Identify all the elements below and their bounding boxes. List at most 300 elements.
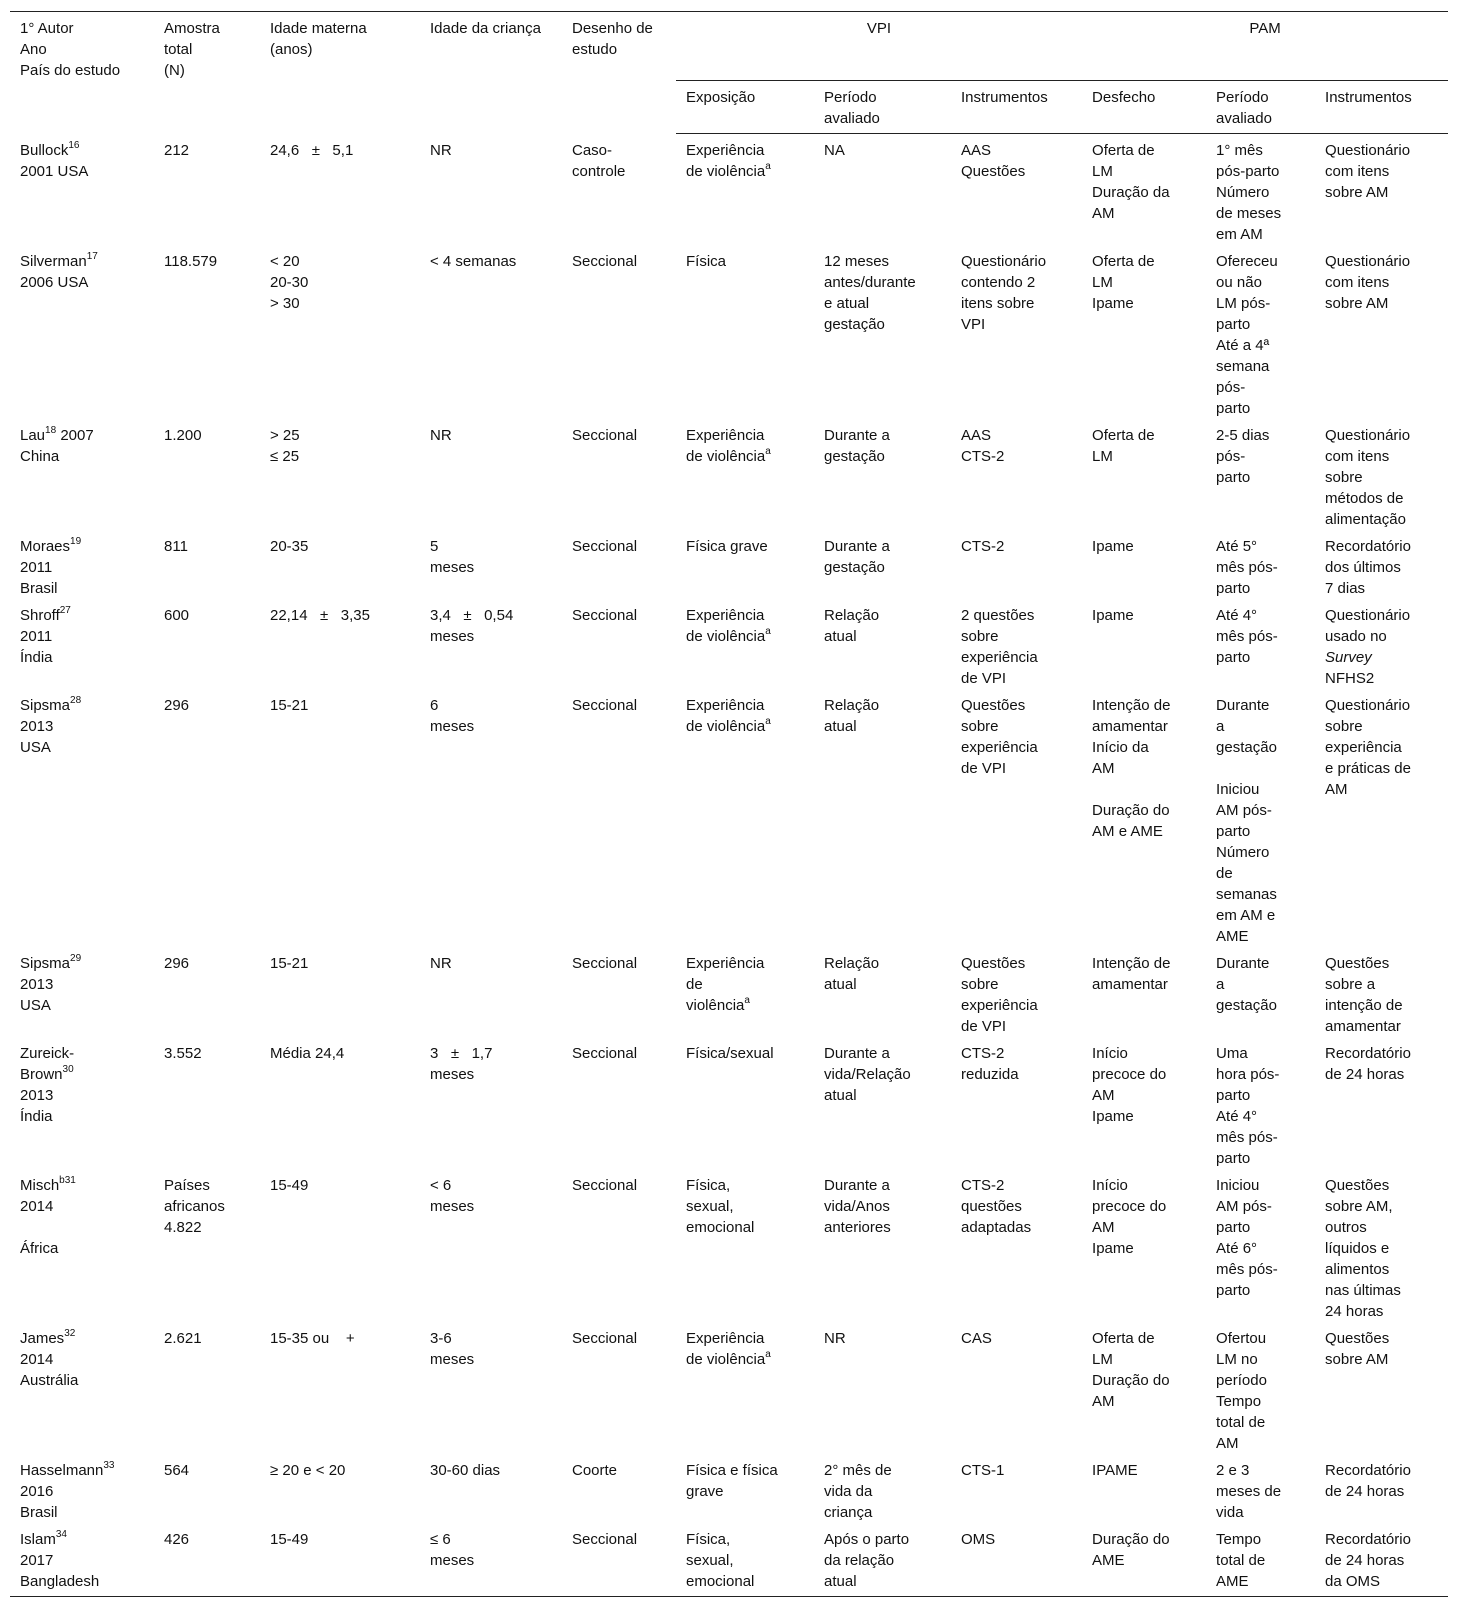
cell-line: 3,4 ± 0,54: [430, 607, 514, 624]
cell-sample: [154, 419, 260, 530]
cell-line: Bullock$^{16}$: [20, 139, 80, 159]
cell-vpi-period: [814, 1037, 951, 1169]
cell-vpi-instruments: [951, 530, 1082, 599]
header-sample: [154, 12, 260, 134]
header-author: [10, 12, 154, 134]
cell-line: CTS-2: [961, 1045, 1005, 1062]
header-child-age: [420, 12, 562, 134]
header-vpi: VPI: [676, 12, 1082, 81]
cell-line: 212: [164, 141, 190, 159]
cell-line: ≥ 20 e < 20: [270, 1462, 346, 1479]
cell-vpi-instruments: [951, 1037, 1082, 1169]
cell-line: NR: [430, 955, 452, 972]
cell-line: Questões: [961, 955, 1026, 972]
cell-line: 811: [164, 538, 188, 555]
cell-line: > 30: [270, 295, 300, 312]
cell-line: Início: [1092, 1177, 1128, 1194]
cell-outcome: [1082, 1169, 1206, 1322]
cell-line: Ipame: [1092, 1108, 1134, 1125]
cell-outcome: [1082, 689, 1206, 947]
cell-design: [562, 1169, 676, 1322]
cell-line: AAS: [961, 427, 992, 444]
cell-line: sobre: [961, 976, 999, 993]
cell-line: Caso-: [572, 141, 613, 159]
cell-line: Questões: [1325, 955, 1390, 972]
cell-line: Física,: [686, 1177, 731, 1194]
cell-line: 296: [164, 697, 190, 714]
cell-line: Durante a: [824, 427, 890, 444]
cell-line: estudo: [572, 41, 618, 58]
cell-line: 2° mês de: [824, 1462, 892, 1479]
cell-line: pós-: [1216, 448, 1246, 465]
cell-pam-instruments: [1315, 947, 1448, 1037]
cell-line: Física: [686, 253, 727, 270]
cell-line: 2016: [20, 1483, 54, 1500]
cell-line: de 24 horas: [1325, 1552, 1405, 1569]
cell-line: parto: [1216, 1087, 1251, 1104]
cell-line: Zureick-: [20, 1045, 75, 1062]
cell-line: de violência$^a$: [686, 716, 771, 735]
cell-line: Questões: [961, 697, 1026, 714]
cell-line: Seccional: [572, 1330, 638, 1347]
cell-line: Idade da criança: [430, 20, 541, 37]
cell-line: a: [1216, 976, 1225, 993]
cell-author: [10, 530, 154, 599]
header-vpi-instruments: [951, 81, 1082, 134]
cell-line: AM pós-: [1216, 1198, 1272, 1215]
cell-maternal-age: [260, 689, 420, 947]
studies-table: [10, 11, 1448, 1597]
cell-line: LM: [1092, 1351, 1113, 1368]
cell-line: LM no: [1216, 1351, 1258, 1368]
cell-line: de violência$^a$: [686, 446, 771, 465]
cell-line: avaliado: [1216, 110, 1272, 127]
cell-outcome: [1082, 1037, 1206, 1169]
cell-exposure: [676, 1037, 814, 1169]
line-gap: [1216, 758, 1305, 779]
cell-line: AM: [1092, 205, 1115, 222]
cell-pam-period: [1206, 1037, 1315, 1169]
cell-child-age: [420, 419, 562, 530]
cell-line: emocional: [686, 1573, 755, 1590]
cell-line: Moraes$^{19}$: [20, 536, 82, 555]
cell-child-age: [420, 1037, 562, 1169]
cell-line: AM: [1216, 1435, 1239, 1452]
cell-line: 2013: [20, 1087, 54, 1104]
footnote-marker: 17: [86, 251, 98, 262]
cell-line: 30-60 dias: [430, 1462, 501, 1479]
cell-line: Duração do: [1092, 1372, 1170, 1389]
cell-vpi-instruments: [951, 1322, 1082, 1454]
cell-line: Oferta de: [1092, 1330, 1155, 1347]
cell-line: Física/sexual: [686, 1045, 774, 1062]
cell-design: [562, 599, 676, 689]
cell-design: [562, 530, 676, 599]
cell-maternal-age: [260, 599, 420, 689]
cell-line: AM: [1092, 760, 1115, 777]
cell-pam-period: [1206, 1454, 1315, 1523]
cell-exposure: [676, 1322, 814, 1454]
cell-line: sobre AM: [1325, 295, 1389, 312]
cell-line: atual: [824, 976, 857, 993]
cell-line: Ano: [20, 41, 47, 58]
cell-line: vida/Anos: [824, 1198, 890, 1215]
cell-sample: [154, 1169, 260, 1322]
cell-maternal-age: [260, 1322, 420, 1454]
cell-line: dos últimos: [1325, 559, 1401, 576]
cell-pam-instruments: [1315, 419, 1448, 530]
cell-sample: [154, 1322, 260, 1454]
cell-line: vida: [1216, 1504, 1244, 1521]
cell-line: Coorte: [572, 1462, 618, 1479]
cell-line: Questões: [961, 163, 1026, 180]
cell-line: USA: [20, 739, 51, 756]
cell-line: avaliado: [824, 110, 880, 127]
cell-pam-period: [1206, 530, 1315, 599]
cell-vpi-period: [814, 530, 951, 599]
cell-line: 118.579: [164, 253, 218, 270]
line-gap: [20, 1217, 144, 1238]
cell-line: parto: [1216, 823, 1251, 840]
cell-line: AM e AME: [1092, 823, 1163, 840]
cell-line: amamentar: [1325, 1018, 1401, 1035]
footnote-marker: 28: [70, 695, 82, 706]
cell-line: precoce do: [1092, 1066, 1167, 1083]
cell-line: total de: [1216, 1414, 1266, 1431]
cell-line: 2014: [20, 1351, 54, 1368]
cell-line: a: [1216, 718, 1225, 735]
cell-pam-instruments: [1315, 1523, 1448, 1597]
cell-line: Relação: [824, 697, 880, 714]
cell-line: 2014: [20, 1198, 54, 1215]
cell-pam-period: [1206, 1322, 1315, 1454]
cell-sample: [154, 1523, 260, 1597]
cell-line: 24 horas: [1325, 1303, 1384, 1320]
cell-line: NA: [824, 142, 845, 159]
cell-line: Islam$^{34}$: [20, 1529, 67, 1548]
cell-line: 2011: [20, 628, 53, 645]
cell-line: CTS-2: [961, 538, 1005, 555]
cell-line: sexual,: [686, 1552, 734, 1569]
cell-line: (anos): [270, 41, 313, 58]
cell-line: de violência$^a$: [686, 161, 771, 180]
cell-line: alimentação: [1325, 511, 1406, 528]
cell-line: Instrumentos: [961, 89, 1048, 106]
cell-sample: [154, 530, 260, 599]
cell-line: Exposição: [686, 89, 756, 106]
cell-line: 2013: [20, 718, 54, 735]
cell-pam-instruments: [1315, 1037, 1448, 1169]
cell-line: período: [1216, 1372, 1267, 1389]
cell-line: Durante a: [824, 1177, 890, 1194]
cell-line: antes/durante: [824, 274, 916, 291]
cell-line: Início: [1092, 1045, 1128, 1062]
cell-line: 426: [164, 1531, 190, 1548]
cell-line: CTS-2: [961, 448, 1005, 465]
cell-exposure: [676, 134, 814, 246]
cell-line: reduzida: [961, 1066, 1019, 1083]
cell-line: sexual,: [686, 1198, 734, 1215]
cell-line: Período: [1216, 89, 1269, 106]
cell-line: gestação: [1216, 739, 1277, 756]
cell-design: [562, 1454, 676, 1523]
cell-line: Tempo: [1216, 1531, 1262, 1548]
cell-line: Seccional: [572, 427, 638, 444]
cell-line: Relação: [824, 955, 880, 972]
footnote-marker: a: [765, 626, 771, 637]
cell-line: com itens: [1325, 163, 1390, 180]
cell-child-age: [420, 1169, 562, 1322]
cell-line: violência$^a$: [686, 995, 750, 1014]
cell-line: atual: [824, 1087, 857, 1104]
cell-line: Até 5°: [1216, 538, 1258, 555]
cell-vpi-period: [814, 947, 951, 1037]
table-container: [10, 11, 1448, 1597]
footnote-marker: 18: [45, 425, 57, 436]
cell-line: parto: [1216, 469, 1251, 486]
cell-pam-instruments: [1315, 599, 1448, 689]
cell-line: CAS: [961, 1330, 992, 1347]
cell-line: 20-35: [270, 538, 309, 555]
cell-line: AME: [1216, 928, 1249, 945]
cell-line: sobre AM: [1325, 1351, 1389, 1368]
cell-author: [10, 419, 154, 530]
cell-vpi-period: [814, 1322, 951, 1454]
cell-pam-instruments: [1315, 530, 1448, 599]
cell-line: 15-35 ou +: [270, 1330, 355, 1347]
cell-line: de: [686, 976, 703, 993]
cell-maternal-age: [260, 134, 420, 246]
cell-line: 22,14 ± 3,35: [270, 607, 370, 624]
cell-outcome: [1082, 134, 1206, 246]
cell-child-age: [420, 134, 562, 246]
cell-line: < 4 semanas: [430, 253, 517, 270]
cell-line: Média 24,4: [270, 1045, 345, 1062]
cell-line: Seccional: [572, 538, 638, 555]
cell-line: Durante a: [824, 1045, 890, 1062]
cell-line: Índia: [20, 1108, 53, 1125]
cell-vpi-period: [814, 1523, 951, 1597]
cell-line: sobre: [961, 718, 999, 735]
cell-line: de meses: [1216, 205, 1282, 222]
cell-child-age: [420, 530, 562, 599]
cell-vpi-instruments: [951, 134, 1082, 246]
header-outcome: [1082, 81, 1206, 134]
cell-line: de violência$^a$: [686, 1349, 771, 1368]
cell-line: amamentar: [1092, 718, 1168, 735]
cell-sample: [154, 245, 260, 419]
cell-line: Idade materna: [270, 20, 367, 37]
cell-line: Survey: [1325, 649, 1372, 666]
cell-line: Ipame: [1092, 538, 1134, 555]
cell-line: Sipsma$^{29}$: [20, 953, 82, 972]
cell-child-age: [420, 1322, 562, 1454]
cell-outcome: [1082, 245, 1206, 419]
cell-pam-instruments: [1315, 1169, 1448, 1322]
cell-line: Países: [164, 1177, 210, 1194]
cell-line: Questionário: [1325, 427, 1411, 444]
cell-line: Física grave: [686, 538, 768, 555]
cell-line: China: [20, 448, 60, 465]
cell-line: com itens: [1325, 274, 1390, 291]
cell-vpi-period: [814, 245, 951, 419]
cell-line: hora pós-: [1216, 1066, 1280, 1083]
cell-pam-period: [1206, 1523, 1315, 1597]
cell-line: grave: [686, 1483, 724, 1500]
cell-line: Índia: [20, 649, 53, 666]
cell-line: Oferta de: [1092, 253, 1155, 270]
cell-line: sobre a: [1325, 976, 1376, 993]
cell-line: LM: [1092, 163, 1113, 180]
cell-author: [10, 947, 154, 1037]
cell-pam-period: [1206, 947, 1315, 1037]
cell-line: Ofertou: [1216, 1330, 1267, 1347]
cell-line: parto: [1216, 1282, 1251, 1299]
cell-line: usado no: [1325, 628, 1387, 645]
cell-line: de 24 horas: [1325, 1483, 1405, 1500]
cell-design: [562, 245, 676, 419]
cell-line: atual: [824, 628, 857, 645]
cell-line: experiência: [961, 739, 1038, 756]
cell-line: ou não: [1216, 274, 1262, 291]
cell-line: em AM: [1216, 226, 1263, 243]
cell-child-age: [420, 947, 562, 1037]
footnote-marker: 19: [70, 536, 82, 547]
cell-line: 3.552: [164, 1045, 202, 1062]
cell-line: nas últimas: [1325, 1282, 1401, 1299]
cell-line: Física,: [686, 1531, 731, 1548]
footnote-marker: a: [765, 716, 771, 727]
cell-line: CTS-1: [961, 1462, 1005, 1479]
cell-line: com itens: [1325, 448, 1390, 465]
cell-line: 2-5 dias: [1216, 427, 1270, 444]
cell-vpi-instruments: [951, 245, 1082, 419]
cell-line: Ipame: [1092, 1240, 1134, 1257]
cell-line: mês pós-: [1216, 628, 1278, 645]
cell-line: 6: [430, 697, 439, 714]
cell-child-age: [420, 245, 562, 419]
cell-vpi-period: [814, 599, 951, 689]
cell-line: pós-parto: [1216, 163, 1280, 180]
cell-line: Uma: [1216, 1045, 1248, 1062]
cell-line: Experiência: [686, 697, 765, 714]
footnote-marker: 34: [55, 1529, 67, 1540]
cell-sample: [154, 134, 260, 246]
cell-line: Seccional: [572, 1177, 638, 1194]
cell-exposure: [676, 530, 814, 599]
cell-pam-period: [1206, 1169, 1315, 1322]
cell-author: [10, 134, 154, 246]
cell-line: 7 dias: [1325, 580, 1366, 597]
cell-line: Recordatório: [1325, 1462, 1411, 1479]
table-row: [10, 599, 1448, 689]
cell-line: intenção de: [1325, 997, 1403, 1014]
cell-line: atual: [824, 1573, 857, 1590]
cell-line: atual: [824, 718, 857, 735]
cell-line: gestação: [824, 448, 885, 465]
cell-line: parto: [1216, 649, 1251, 666]
cell-line: Início da: [1092, 739, 1149, 756]
cell-line: AM: [1325, 781, 1348, 798]
cell-line: Misch$^{b31}$: [20, 1175, 76, 1194]
cell-line: 1° Autor: [20, 20, 74, 37]
cell-line: parto: [1216, 316, 1251, 333]
cell-author: [10, 689, 154, 947]
cell-line: 1.200: [164, 427, 202, 444]
table-row: [10, 134, 1448, 246]
cell-line: métodos de: [1325, 490, 1404, 507]
cell-line: Austrália: [20, 1372, 79, 1389]
cell-author: [10, 1169, 154, 1322]
cell-line: meses: [430, 1066, 475, 1083]
cell-line: Relação: [824, 607, 880, 624]
cell-line: Ipame: [1092, 607, 1134, 624]
header-pam-instruments: [1315, 81, 1448, 134]
table-row: [10, 245, 1448, 419]
line-gap: [1092, 779, 1196, 800]
cell-line: e práticas de: [1325, 760, 1411, 777]
cell-line: IPAME: [1092, 1462, 1138, 1479]
cell-pam-instruments: [1315, 134, 1448, 246]
cell-line: Seccional: [572, 955, 638, 972]
cell-line: contendo 2: [961, 274, 1036, 291]
cell-line: Experiência: [686, 427, 765, 444]
cell-sample: [154, 947, 260, 1037]
cell-line: experiência: [961, 997, 1038, 1014]
cell-exposure: [676, 1169, 814, 1322]
header-vpi-period: [814, 81, 951, 134]
cell-line: NR: [824, 1330, 846, 1347]
table-row: [10, 947, 1448, 1037]
cell-line: sobre: [961, 628, 999, 645]
cell-line: total: [164, 41, 193, 58]
header-pam-period: [1206, 81, 1315, 134]
cell-line: Sipsma$^{28}$: [20, 695, 82, 714]
cell-line: vida/Relação: [824, 1066, 911, 1083]
cell-line: alimentos: [1325, 1261, 1390, 1278]
cell-line: parto: [1216, 1219, 1251, 1236]
cell-design: [562, 1322, 676, 1454]
cell-line: líquidos e: [1325, 1240, 1390, 1257]
cell-line: experiência: [961, 649, 1038, 666]
cell-line: Iniciou: [1216, 1177, 1260, 1194]
cell-line: pós-: [1216, 379, 1246, 396]
cell-line: itens sobre: [961, 295, 1035, 312]
cell-line: meses: [430, 559, 475, 576]
cell-line: País do estudo: [20, 62, 121, 79]
footnote-marker: b31: [59, 1175, 76, 1186]
table-row: [10, 530, 1448, 599]
cell-line: AME: [1216, 1573, 1249, 1590]
cell-vpi-instruments: [951, 689, 1082, 947]
cell-line: questões: [961, 1198, 1022, 1215]
cell-line: Desfecho: [1092, 89, 1156, 106]
cell-line: Até 4°: [1216, 1108, 1258, 1125]
cell-child-age: [420, 1454, 562, 1523]
cell-pam-instruments: [1315, 245, 1448, 419]
cell-line: James$^{32}$: [20, 1328, 76, 1347]
cell-vpi-period: [814, 689, 951, 947]
cell-line: e atual: [824, 295, 870, 312]
cell-line: Duração da: [1092, 184, 1170, 201]
cell-line: Brasil: [20, 1504, 58, 1521]
cell-line: ≤ 6: [430, 1531, 451, 1548]
cell-sample: [154, 1037, 260, 1169]
cell-line: NFHS2: [1325, 670, 1375, 687]
cell-line: Seccional: [572, 1045, 638, 1062]
cell-line: Número: [1216, 184, 1270, 201]
cell-line: Iniciou: [1216, 781, 1260, 798]
